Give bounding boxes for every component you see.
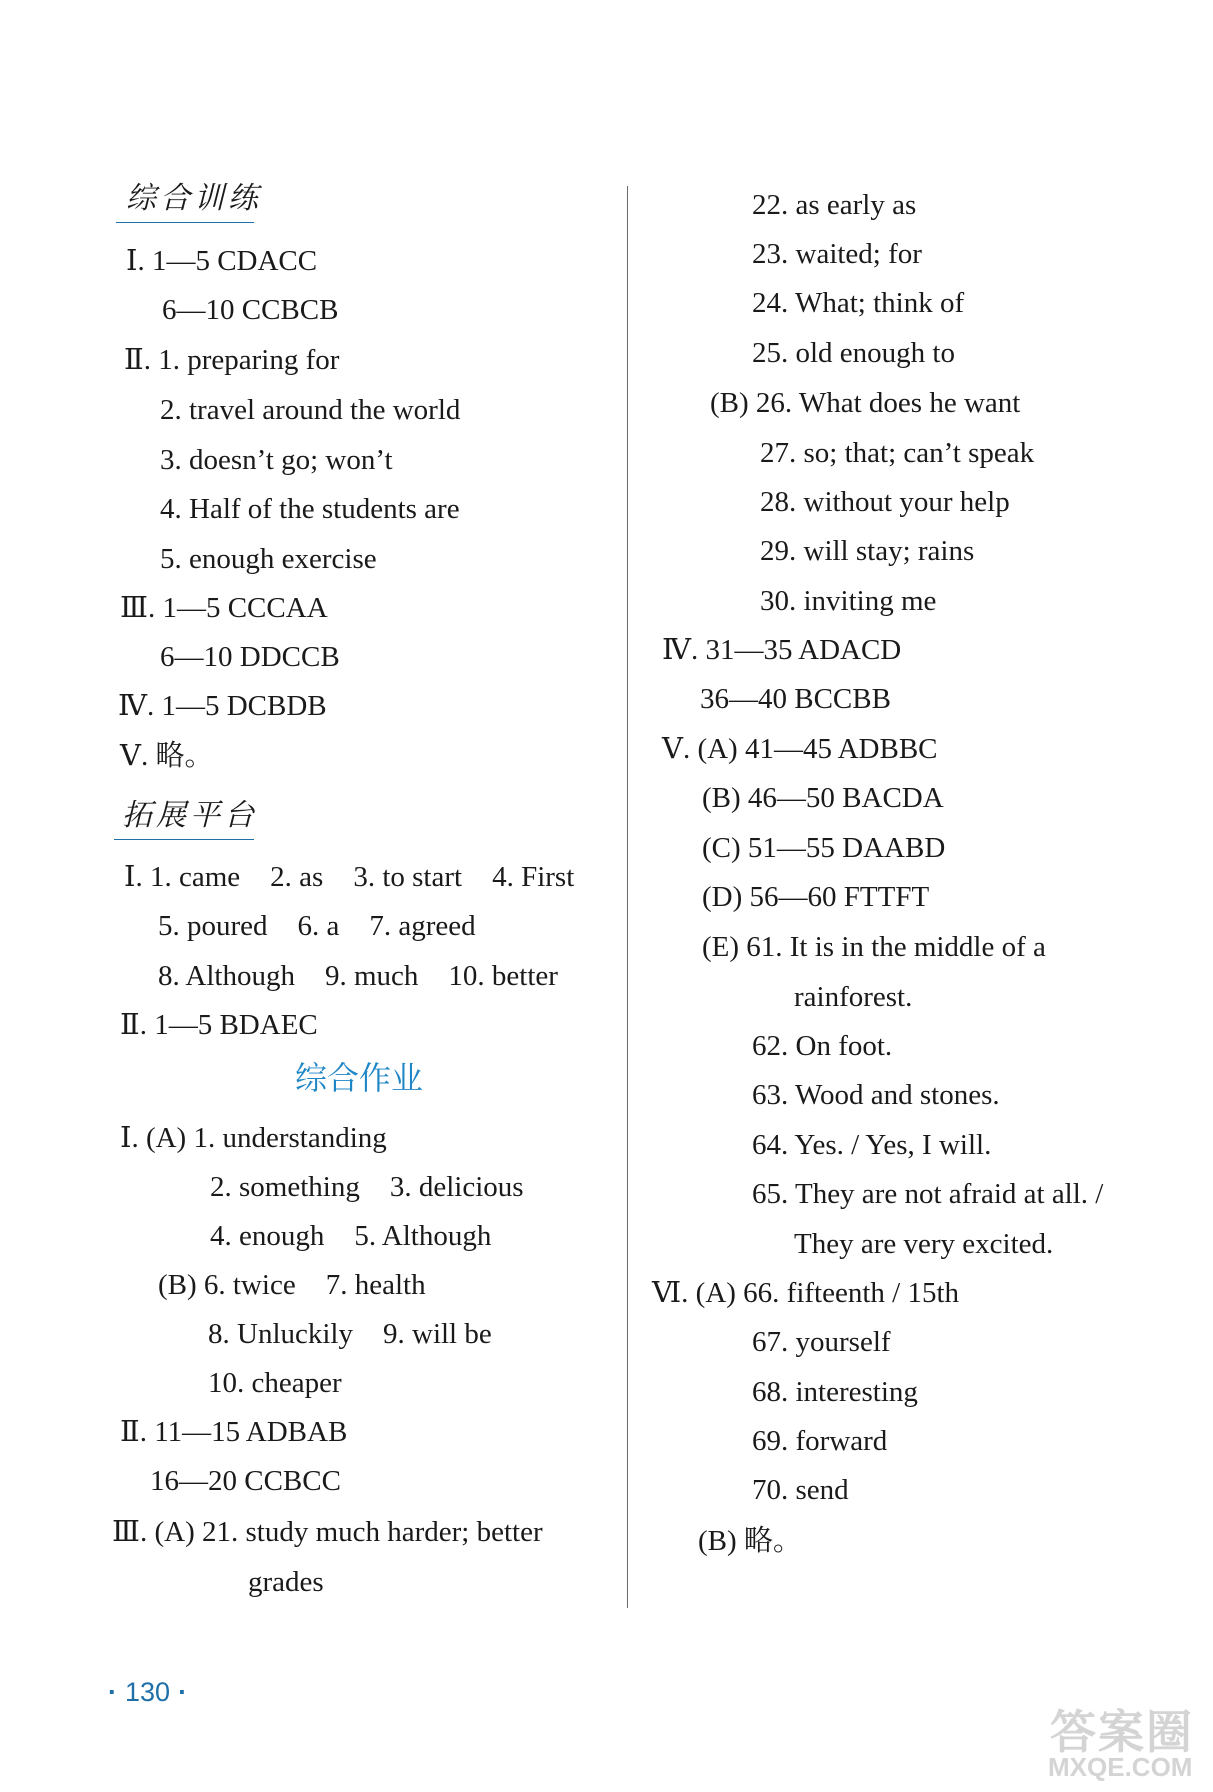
answer-row xyxy=(210,1170,524,1204)
answer-line: 10. cheaper xyxy=(208,1367,342,1399)
answer-item: 4. enough xyxy=(210,1220,325,1252)
answer-line: Ⅲ. (A) 21. study much harder; better xyxy=(112,1516,543,1548)
answer-line: 64. Yes. / Yes, I will. xyxy=(752,1129,992,1161)
section-title-underline xyxy=(114,839,254,840)
answer-item: 8. Unluckily xyxy=(208,1318,353,1350)
answer-item: 10. better xyxy=(448,960,558,992)
answer-item: 7. health xyxy=(325,1269,426,1301)
page-number xyxy=(100,1675,195,1709)
answer-item: Ⅰ. 1. came xyxy=(124,861,241,893)
answer-line: Ⅰ. (A) 1. understanding xyxy=(120,1122,387,1154)
answer-item: 8. Although xyxy=(158,960,295,992)
answer-item: 3. delicious xyxy=(389,1171,524,1203)
answer-line: 24. What; think of xyxy=(752,287,965,319)
answer-line: 25. old enough to xyxy=(752,337,955,369)
answer-line: 62. On foot. xyxy=(752,1030,893,1062)
answer-line: Ⅴ. (A) 41—45 ADBBC xyxy=(662,733,938,765)
answer-row xyxy=(158,1268,426,1302)
answer-line: (B) 26. What does he want xyxy=(710,387,1021,419)
answer-row xyxy=(124,860,574,894)
answer-line: 2. travel around the world xyxy=(160,394,461,426)
answer-item: 2. something xyxy=(210,1171,360,1203)
answer-line: Ⅳ. 31—35 ADACD xyxy=(662,634,902,666)
answer-line: Ⅴ. 略。 xyxy=(120,740,214,772)
answer-line: 6—10 CCBCB xyxy=(162,294,339,326)
answer-item: 5. poured xyxy=(158,910,268,942)
answer-line: 63. Wood and stones. xyxy=(752,1079,1000,1111)
answer-row xyxy=(208,1317,492,1351)
answer-item: 9. will be xyxy=(383,1318,492,1350)
bullet-dot: · xyxy=(178,1677,188,1707)
answer-line: rainforest. xyxy=(794,981,913,1013)
answer-item: 6. a xyxy=(297,910,340,942)
answer-line: (C) 51—55 DAABD xyxy=(702,832,946,864)
answer-line: Ⅳ. 1—5 DCBDB xyxy=(118,690,327,722)
answer-line: 29. will stay; rains xyxy=(760,535,975,567)
answer-row xyxy=(210,1219,491,1253)
answer-row xyxy=(158,909,476,943)
answer-line: 3. doesn’t go; won’t xyxy=(160,444,393,476)
bullet-dot: · xyxy=(108,1677,117,1707)
heading-zonghe-zuoye: 综合作业 xyxy=(295,1059,424,1097)
answer-line: Ⅰ. 1—5 CDACC xyxy=(126,245,318,277)
answer-item: 4. First xyxy=(492,861,575,893)
answer-line: 68. interesting xyxy=(752,1376,918,1408)
watermark-logo: 答案圈 xyxy=(1050,1706,1194,1758)
answer-line: (E) 61. It is in the middle of a xyxy=(702,931,1046,963)
page-number-value: 130 xyxy=(125,1677,171,1707)
answer-line: Ⅲ. 1—5 CCCAA xyxy=(120,592,328,624)
answer-line: 36—40 BCCBB xyxy=(700,683,891,715)
answer-line: Ⅵ. (A) 66. fifteenth / 15th xyxy=(652,1277,960,1309)
answer-line: 65. They are not afraid at all. / xyxy=(752,1178,1104,1210)
watermark-url: MXQE.COM xyxy=(1048,1752,1193,1782)
answer-line: 30. inviting me xyxy=(760,585,937,617)
answer-line: grades xyxy=(248,1566,324,1598)
answer-line: They are very excited. xyxy=(794,1228,1054,1260)
answer-line: 28. without your help xyxy=(760,486,1010,518)
answer-line: (B) 46—50 BACDA xyxy=(702,782,944,814)
answer-item: 2. as xyxy=(270,861,324,893)
answer-line: 16—20 CCBCC xyxy=(150,1465,341,1497)
answer-line: Ⅱ. 1—5 BDAEC xyxy=(120,1009,318,1041)
answer-line: 67. yourself xyxy=(752,1326,891,1358)
answer-row xyxy=(158,959,558,993)
answer-line: 23. waited; for xyxy=(752,238,922,270)
answer-line: Ⅱ. 1. preparing for xyxy=(124,344,340,376)
answer-line: 5. enough exercise xyxy=(160,543,377,575)
answer-line: 69. forward xyxy=(752,1425,888,1457)
answer-line: Ⅱ. 11—15 ADBAB xyxy=(120,1416,348,1448)
answer-item: 7. agreed xyxy=(369,910,476,942)
answer-item: 3. to start xyxy=(353,861,463,893)
answer-line: 70. send xyxy=(752,1474,849,1506)
answer-line: 4. Half of the students are xyxy=(160,493,460,525)
answer-line: (B) 略。 xyxy=(698,1525,802,1557)
answer-item: (B) 6. twice xyxy=(158,1269,296,1301)
answer-line: (D) 56—60 FTTFT xyxy=(702,881,930,913)
section-title-underline xyxy=(116,222,254,223)
answer-line: 27. so; that; can’t speak xyxy=(760,437,1035,469)
column-divider xyxy=(627,186,628,1608)
answer-line: 6—10 DDCCB xyxy=(160,641,340,673)
answer-line: 22. as early as xyxy=(752,189,917,221)
section-title-tuozhan-pingtai: 拓展平台 xyxy=(122,798,258,833)
answer-item: 5. Although xyxy=(354,1220,492,1252)
section-title-zonghe-xunlian: 综合训练 xyxy=(126,181,262,216)
answer-item: 9. much xyxy=(324,960,419,992)
